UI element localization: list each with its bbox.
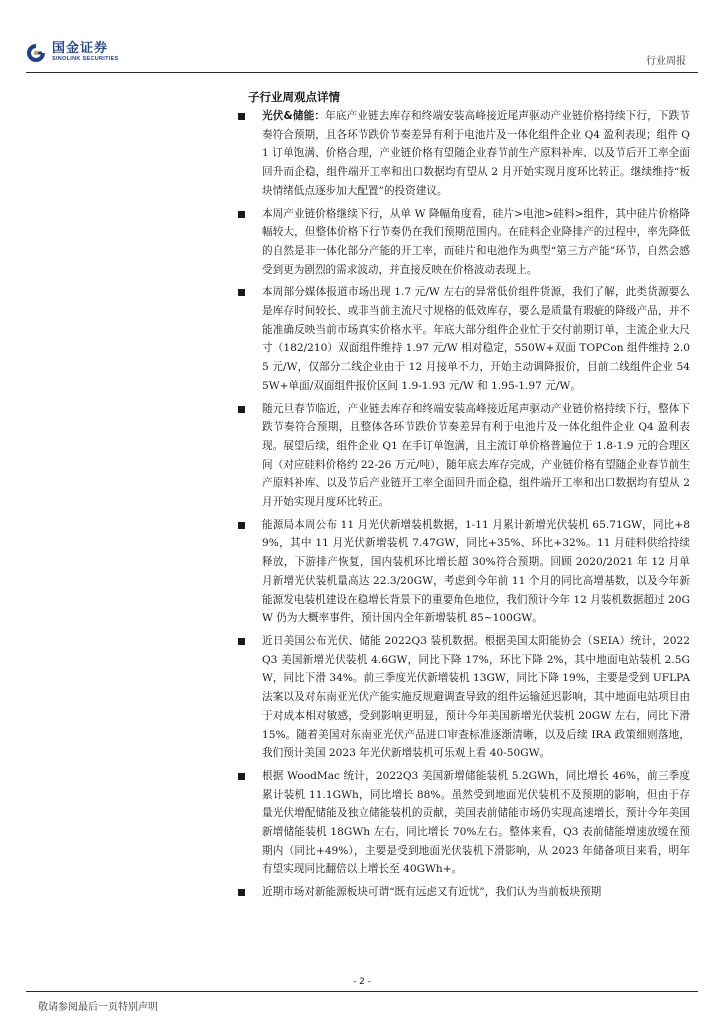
paragraph-price-trend: [236, 205, 690, 280]
paragraph-text: 根据 WoodMac 统计，2022Q3 美国新增储能装机 5.2GWh，同比增长 46%，前三季度累计装机 11.1GWh，同比增长 88%。虽然受到地面光伏装机不及预期的影响，但由于存量光伏增配储能及独立储能装机的贡献，美国表前储能市场仍实现高速增长，预计今年美国新增储能装机 18GWh 左右，同比增长 70%左右。整体来看，Q3 表前储能增速放缓在预期内（同比+49%），主要是受到地面光伏装机下滑影响，从 2023 年储备项目来看，明年有望实现同比翻倍以上增长至 40GWh+。: [262, 769, 690, 876]
paragraph-module-price: [236, 283, 690, 395]
bullet-square-icon: [238, 113, 245, 120]
footer-divider: [26, 991, 698, 992]
page-number: - 2 -: [353, 977, 371, 987]
bullet-square-icon: [238, 638, 245, 645]
paragraph-holiday-outlook: [236, 400, 690, 512]
report-body: [236, 107, 690, 906]
paragraph-text: 能源局本周公布 11 月光伏新增装机数据，1-11 月累计新增光伏装机 65.71GW，同比+89%，其中 11 月光伏新增装机 7.47GW，同比+35%、环比+32%。11 月硅料供给持续释放，下游排产恢复，国内装机环比增长超 30%符合预期。回顾 2020/2021 年 12 月单月新增光伏装机量高达 22.3/20GW，考虑到今年前 11 个月的同比高增基数，以及今年新能源发电装机建设在稳增长背景下的重要角色地位，我们预计今年 12 月装机数据超过 20GW 仍为大概率事件，预计国内全年新增装机 85~100GW。: [262, 518, 690, 625]
paragraph-text: 年底产业链去库存和终端安装高峰接近尾声驱动产业链价格持续下行，下跌节奏符合预期，且各环节跌价节奏差异有利于电池片及一体化组件企业 Q4 盈利表现；组件 Q1 订单饱满、价格合理，产业链价格有望随企业春节前生产原料补库、以及节后开工率全面回升而企稳，组件端开工率和出口数据均有望从 2 月开始实现月度环比转正。继续维持“板块情绪低点逐步加大配置”的投资建议。: [262, 110, 690, 197]
bullet-square-icon: [238, 889, 245, 896]
section-title: 子行业周观点详情: [248, 90, 340, 104]
bullet-square-icon: [238, 773, 245, 780]
brand-logo: [26, 42, 119, 63]
paragraph-text: 本周产业链价格继续下行，从单 W 降幅角度看，硅片>电池>硅料>组件，其中硅片价格降幅较大，但整体价格下行节奏仍在我们预期范围内。在硅料企业降排产的过程中，率先降低的自然是非一体化部分产能的开工率，而硅片和电池作为典型“第三方产能”环节，自然会感受到更为剧烈的需求波动，并直接反映在价格波动表现上。: [262, 207, 690, 276]
brand-name-cn: 国金证券: [52, 41, 109, 56]
brand-logo-icon: [26, 43, 46, 63]
footer-disclaimer: 敬请参阅最后一页特别声明: [38, 1002, 158, 1013]
paragraph-solar-storage: [236, 107, 690, 201]
bullet-square-icon: [238, 406, 245, 413]
paragraph-text: 本周部分媒体报道市场出现 1.7 元/W 左右的异常低价组件货源，我们了解，此类货源要么是库存时间较长、或非当前主流尺寸规格的低效库存，要么是质量有瑕疵的降级产品，并不能准确反映当前市场真实价格水平。年底大部分组件企业忙于交付前期订单，主流企业大尺寸（182/210）双面组件维持 1.97 元/W 相对稳定，550W+双面 TOPCon 组件维持 2.05 元/W，仅部分二线企业由于 12 月接单不力，开始主动调降报价，目前二线组件企业 545W+单面/双面组件报价区间 1.9-1.93 元/W 和 1.95-1.97 元/W。: [262, 286, 690, 392]
paragraph-us-storage: [236, 767, 690, 879]
bullet-square-icon: [238, 211, 245, 218]
header-divider: [26, 72, 698, 73]
paragraph-text: 近期市场对新能源板块可谓“既有远虑又有近忧”，我们认为当前板块预期: [262, 886, 602, 899]
document-type: 行业周报: [646, 56, 686, 67]
paragraph-lead: 光伏&储能：: [262, 110, 326, 122]
paragraph-text: 随元旦春节临近，产业链去库存和终端安装高峰接近尾声驱动产业链价格持续下行，整体下跌节奏符合预期，且整体各环节跌价节奏差异有利于电池片及一体化组件企业 Q4 盈利表现。展望后续，组件企业 Q1 在手订单饱满，且主流订单价格普遍位于 1.8-1.9 元的合理区间（对应硅料价格约 22-26 万元/吨），随年底去库存完成，产业链价格有望随企业春节前生产原料补库、以及节后产业链开工率全面回升而企稳，组件端开工率和出口数据均有望从 2 月开始实现月度环比转正。: [262, 402, 690, 509]
brand-name-en: SINOLINK SECURITIES: [52, 56, 119, 62]
bullet-square-icon: [238, 289, 245, 296]
paragraph-market-view: [236, 883, 690, 902]
bullet-square-icon: [238, 522, 245, 529]
paragraph-nea-installations: [236, 516, 690, 628]
paragraph-us-solar: [236, 632, 690, 763]
paragraph-text: 近日美国公布光伏、储能 2022Q3 装机数据。根据美国太阳能协会（SEIA）统计，2022Q3 美国新增光伏装机 4.6GW，同比下降 17%，环比下降 2%，其中地面电站装机 2.5GW，同比下滑 34%。前三季度光伏新增装机 13GW，同比下降 19%，主要是受到 UFLPA 法案以及对东南亚光伏产能实施反规避调查导致的组件运输延迟影响，其中地面电站项目由于对成本相对敏感，受到影响更明显，预计今年美国新增光伏装机 20GW 左右，同比下滑 15%。随着美国对东南亚光伏产品进口审查标准逐渐清晰，以及后续 IRA 政策细则落地，我们预计美国 2023 年光伏新增装机可乐观上看 40-50GW。: [262, 634, 690, 760]
page-header: [0, 0, 724, 80]
